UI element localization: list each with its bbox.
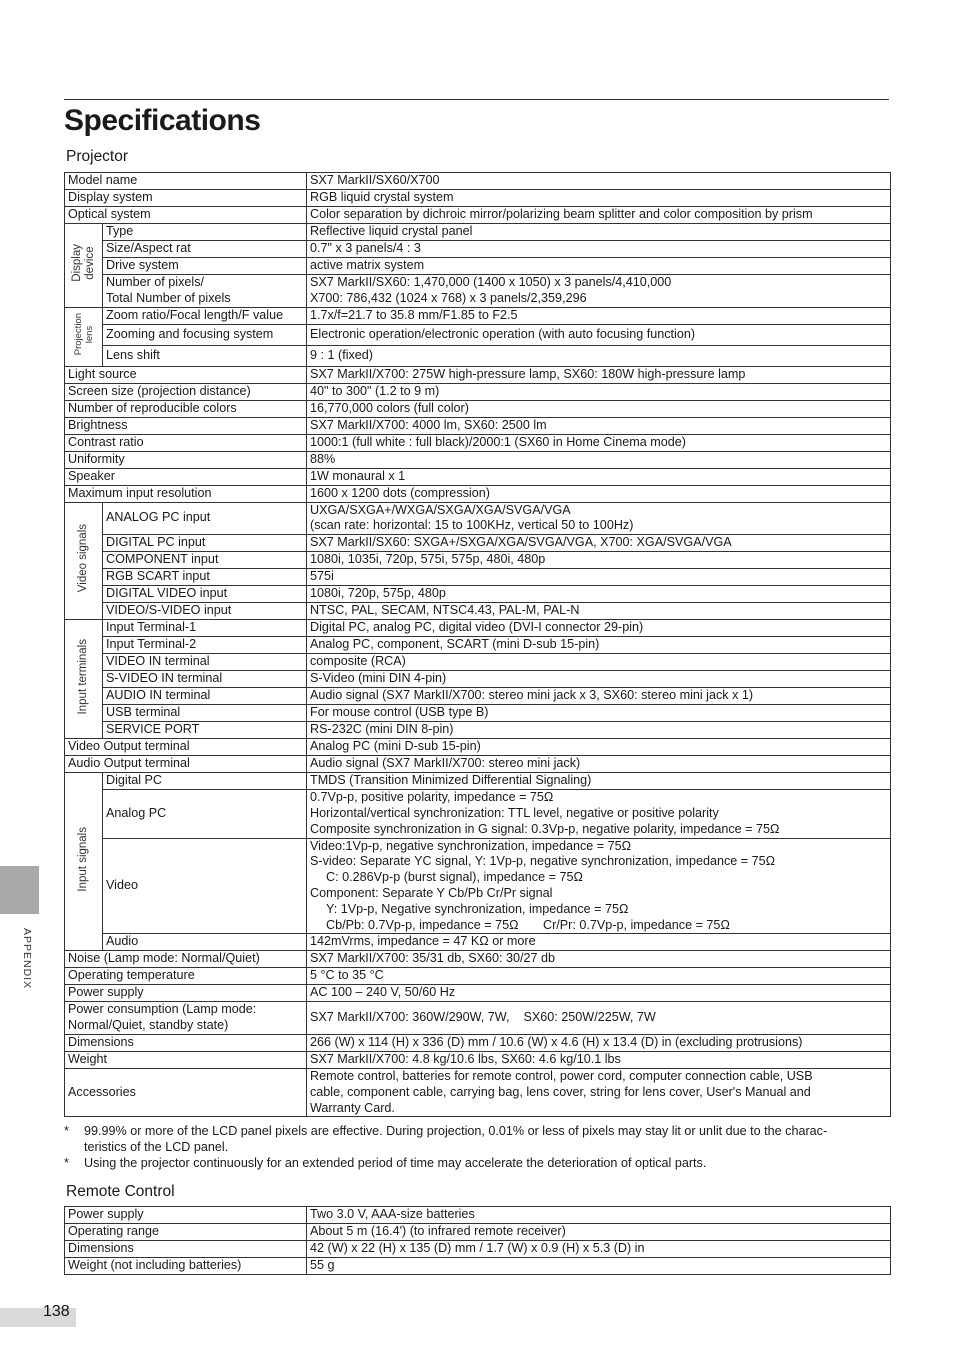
table-row [65, 241, 891, 258]
projector-spec-table [64, 172, 891, 1117]
spec-value: composite (RCA) [307, 654, 891, 671]
table-row [65, 722, 891, 739]
spec-value: SX7 MarkII/X700: 4.8 kg/10.6 lbs, SX60: 4.6 kg/10.1 lbs [307, 1051, 891, 1068]
spec-value: 1W monaural x 1 [307, 468, 891, 485]
appendix-label: APPENDIX [21, 928, 33, 990]
table-row [65, 773, 891, 790]
remote-spec-table [64, 1206, 891, 1275]
table-row [65, 173, 891, 190]
table-row [65, 705, 891, 722]
table-row [65, 1051, 891, 1068]
label-line: Number of pixels/ [106, 275, 204, 289]
spec-label: Uniformity [65, 451, 307, 468]
table-row [65, 985, 891, 1002]
value-line: SX7 MarkII/SX60: 1,470,000 (1400 x 1050) x 3 panels/4,410,000 [310, 275, 672, 289]
spec-value: AC 100 – 240 V, 50/60 Hz [307, 985, 891, 1002]
table-row [65, 838, 891, 934]
spec-label: Speaker [65, 468, 307, 485]
projector-heading: Projector [66, 148, 129, 165]
table-row [65, 968, 891, 985]
spec-value: SX7 MarkII/X700: 275W high-pressure lamp, SX60: 180W high-pressure lamp [307, 366, 891, 383]
group-label-text: Video signals [77, 524, 89, 593]
table-row [65, 324, 891, 345]
spec-label: Noise (Lamp mode: Normal/Quiet) [65, 951, 307, 968]
table-row [65, 637, 891, 654]
spec-value: Reflective liquid crystal panel [307, 224, 891, 241]
spec-value [307, 838, 891, 934]
table-row [65, 468, 891, 485]
spec-label: ANALOG PC input [103, 502, 307, 535]
value-line: X700: 786,432 (1024 x 768) x 3 panels/2,359,296 [310, 290, 587, 305]
spec-value: SX7 MarkII/X700: 4000 lm, SX60: 2500 lm [307, 417, 891, 434]
spec-label: Optical system [65, 207, 307, 224]
spec-value: 55 g [307, 1258, 891, 1275]
spec-value: Digital PC, analog PC, digital video (DVI-I connector 29-pin) [307, 620, 891, 637]
value-line: 0.7Vp-p, positive polarity, impedance = 75Ω [310, 790, 554, 805]
page-number: 138 [43, 1303, 70, 1320]
spec-label: Screen size (projection distance) [65, 383, 307, 400]
spec-label: COMPONENT input [103, 552, 307, 569]
value-line: Cb/Pb: 0.7Vp-p, impedance = 75Ω Cr/Pr: 0.7Vp-p, impedance = 75Ω [326, 917, 730, 932]
group-label-display-device [65, 224, 103, 308]
top-rule [64, 99, 889, 100]
table-row [65, 451, 891, 468]
table-row [65, 671, 891, 688]
spec-label: VIDEO IN terminal [103, 654, 307, 671]
spec-label: USB terminal [103, 705, 307, 722]
table-row [65, 756, 891, 773]
spec-label: Model name [65, 173, 307, 190]
spec-value: Audio signal (SX7 MarkII/X700: stereo mini jack x 3, SX60: stereo mini jack x 1) [307, 688, 891, 705]
page-title: Specifications [64, 104, 261, 137]
spec-value [307, 502, 891, 535]
spec-value: 575i [307, 569, 891, 586]
spec-label: AUDIO IN terminal [103, 688, 307, 705]
table-row [65, 434, 891, 451]
group-label-text [73, 313, 95, 355]
table-row [65, 207, 891, 224]
table-row [65, 951, 891, 968]
spec-value: About 5 m (16.4') (to infrared remote receiver) [307, 1224, 891, 1241]
table-row [65, 586, 891, 603]
value-line: Remote control, batteries for remote control, power cord, computer connection cable, USB [310, 1068, 813, 1083]
spec-value: 266 (W) x 114 (H) x 336 (D) mm / 10.6 (W) x 4.6 (H) x 13.4 (D) in (excluding protrusions) [307, 1034, 891, 1051]
footnote [64, 1156, 890, 1172]
spec-label: Operating temperature [65, 968, 307, 985]
spec-value: 88% [307, 451, 891, 468]
spec-label: Input Terminal-1 [103, 620, 307, 637]
spec-label: SERVICE PORT [103, 722, 307, 739]
spec-value: SX7 MarkII/X700: 35/31 db, SX60: 30/27 db [307, 951, 891, 968]
spec-label: Type [103, 224, 307, 241]
group-label-text: Input terminals [77, 639, 89, 715]
table-row [65, 790, 891, 838]
footnote-mark: * [64, 1124, 69, 1138]
spec-label: DIGITAL PC input [103, 535, 307, 552]
spec-value: RS-232C (mini DIN 8-pin) [307, 722, 891, 739]
table-row [65, 1068, 891, 1116]
spec-label: Weight (not including batteries) [65, 1258, 307, 1275]
spec-value: SX7 MarkII/SX60: SXGA+/SXGA/XGA/SVGA/VGA, X700: XGA/SVGA/VGA [307, 535, 891, 552]
spec-label: Dimensions [65, 1034, 307, 1051]
spec-label: Video [103, 838, 307, 934]
spec-label: Size/Aspect rat [103, 241, 307, 258]
spec-label: Accessories [65, 1068, 307, 1116]
spec-label: Drive system [103, 258, 307, 275]
group-label-line: Display [70, 244, 83, 282]
value-line: Warranty Card. [310, 1100, 395, 1115]
spec-label: S-VIDEO IN terminal [103, 671, 307, 688]
table-row [65, 552, 891, 569]
table-row [65, 688, 891, 705]
spec-label: Contrast ratio [65, 434, 307, 451]
table-row [65, 485, 891, 502]
table-row [65, 258, 891, 275]
group-label-input-signals [65, 773, 103, 951]
table-row [65, 366, 891, 383]
spec-value: 40" to 300" (1.2 to 9 m) [307, 383, 891, 400]
spec-label: Lens shift [103, 345, 307, 366]
spec-value: 1000:1 (full white : full black)/2000:1 (SX60 in Home Cinema mode) [307, 434, 891, 451]
spec-value: SX7 MarkII/SX60/X700 [307, 173, 891, 190]
spec-label: Maximum input resolution [65, 485, 307, 502]
group-label-line: Projection [72, 313, 84, 356]
spec-value: TMDS (Transition Minimized Differential Signaling) [307, 773, 891, 790]
value-line: S-video: Separate YC signal, Y: 1Vp-p, negative synchronization, impedance = 75Ω [310, 854, 776, 869]
label-line: Normal/Quiet, standby state) [68, 1018, 229, 1033]
table-row [65, 1241, 891, 1258]
spec-value [307, 1068, 891, 1116]
table-row [65, 1258, 891, 1275]
spec-label: Light source [65, 366, 307, 383]
spec-value: 1080i, 1035i, 720p, 575i, 575p, 480i, 480p [307, 552, 891, 569]
table-row [65, 934, 891, 951]
spec-value: 142mVrms, impedance = 47 KΩ or more [307, 934, 891, 951]
footnote-line: 99.99% or more of the LCD panel pixels are effective. During projection, 0.01% or less of pixels may stay lit or unlit due to the charac- [84, 1124, 828, 1138]
spec-label: Audio [103, 934, 307, 951]
table-row [65, 535, 891, 552]
group-label-text [71, 244, 97, 282]
table-row [65, 224, 891, 241]
spec-label: Video Output terminal [65, 739, 307, 756]
spec-value [307, 275, 891, 308]
spec-value: For mouse control (USB type B) [307, 705, 891, 722]
label-line: Total Number of pixels [106, 290, 231, 305]
label-line: Power consumption (Lamp mode: [68, 1002, 257, 1017]
value-line: C: 0.286Vp-p (burst signal), impedance = 75Ω [326, 870, 583, 885]
footnote-line: Using the projector continuously for an extended period of time may accelerate the deterioration of optical parts. [84, 1155, 707, 1170]
spec-label [65, 1002, 307, 1035]
spec-label: Display system [65, 190, 307, 207]
spec-label: Analog PC [103, 790, 307, 838]
value-line: Composite synchronization in G signal: 0.3Vp-p, negative polarity, impedance = 75Ω [310, 821, 780, 836]
table-row [65, 400, 891, 417]
table-row [65, 1207, 891, 1224]
footnote-mark: * [64, 1155, 69, 1170]
group-label-input-terminals [65, 620, 103, 739]
table-row [65, 1224, 891, 1241]
table-row [65, 190, 891, 207]
spec-value: NTSC, PAL, SECAM, NTSC4.43, PAL-M, PAL-N [307, 603, 891, 620]
table-row [65, 417, 891, 434]
spec-label: VIDEO/S-VIDEO input [103, 603, 307, 620]
spec-value [307, 790, 891, 838]
spec-value: Two 3.0 V, AAA-size batteries [307, 1207, 891, 1224]
table-row [65, 654, 891, 671]
table-row [65, 502, 891, 535]
spec-value: 16,770,000 colors (full color) [307, 400, 891, 417]
value-line: Y: 1Vp-p, Negative synchronization, impedance = 75Ω [326, 901, 629, 916]
group-label-text: Input signals [77, 827, 89, 892]
group-label-projection-lens [65, 307, 103, 366]
footnote [64, 1124, 890, 1156]
spec-value: 5 °C to 35 °C [307, 968, 891, 985]
value-line: (scan rate: horizontal: 15 to 100KHz, vertical 50 to 100Hz) [310, 518, 634, 533]
spec-label: Audio Output terminal [65, 756, 307, 773]
spec-value: Electronic operation/electronic operation (with auto focusing function) [307, 324, 891, 345]
spec-value: Analog PC, component, SCART (mini D-sub 15-pin) [307, 637, 891, 654]
group-label-line: lens [83, 325, 95, 343]
spec-label: Zoom ratio/Focal length/F value [103, 307, 307, 324]
spec-label: RGB SCART input [103, 569, 307, 586]
spec-label [103, 275, 307, 308]
appendix-tab [0, 866, 39, 914]
footnote-line: teristics of the LCD panel. [84, 1139, 229, 1154]
value-line: Component: Separate Y Cb/Pb Cr/Pr signal [310, 885, 553, 900]
table-row [65, 620, 891, 637]
spec-value: RGB liquid crystal system [307, 190, 891, 207]
spec-value: 9 : 1 (fixed) [307, 345, 891, 366]
table-row [65, 603, 891, 620]
spec-label: Digital PC [103, 773, 307, 790]
spec-value: 0.7" x 3 panels/4 : 3 [307, 241, 891, 258]
spec-label: Power supply [65, 1207, 307, 1224]
spec-value: Audio signal (SX7 MarkII/X700: stereo mini jack) [307, 756, 891, 773]
value-line: cable, component cable, carrying bag, lens cover, string for lens cover, User's Manual and [310, 1084, 811, 1099]
spec-label: Weight [65, 1051, 307, 1068]
table-row [65, 275, 891, 308]
spec-value: Analog PC (mini D-sub 15-pin) [307, 739, 891, 756]
spec-label: DIGITAL VIDEO input [103, 586, 307, 603]
spec-label: Input Terminal-2 [103, 637, 307, 654]
spec-label: Zooming and focusing system [103, 324, 307, 345]
table-row [65, 739, 891, 756]
table-row [65, 569, 891, 586]
table-row [65, 1034, 891, 1051]
spec-label: Number of reproducible colors [65, 400, 307, 417]
spec-label: Power supply [65, 985, 307, 1002]
group-label-line: device [83, 246, 96, 280]
table-row [65, 307, 891, 324]
table-row [65, 345, 891, 366]
spec-value: 42 (W) x 22 (H) x 135 (D) mm / 1.7 (W) x 0.9 (H) x 5.3 (D) in [307, 1241, 891, 1258]
spec-value: 1600 x 1200 dots (compression) [307, 485, 891, 502]
table-row [65, 383, 891, 400]
footnotes [64, 1124, 890, 1171]
spec-label: Brightness [65, 417, 307, 434]
spec-value: Color separation by dichroic mirror/polarizing beam splitter and color composition by prism [307, 207, 891, 224]
spec-label: Operating range [65, 1224, 307, 1241]
remote-heading: Remote Control [66, 1183, 175, 1200]
spec-value: S-Video (mini DIN 4-pin) [307, 671, 891, 688]
spec-label: Dimensions [65, 1241, 307, 1258]
value-line: UXGA/SXGA+/WXGA/SXGA/XGA/SVGA/VGA [310, 502, 571, 517]
value-line: Video:1Vp-p, negative synchronization, impedance = 75Ω [310, 838, 632, 853]
group-label-video-signals [65, 502, 103, 620]
spec-value: SX7 MarkII/X700: 360W/290W, 7W, SX60: 250W/225W, 7W [307, 1002, 891, 1035]
spec-value: 1.7x/f=21.7 to 35.8 mm/F1.85 to F2.5 [307, 307, 891, 324]
table-row [65, 1002, 891, 1035]
spec-value: 1080i, 720p, 575p, 480p [307, 586, 891, 603]
spec-value: active matrix system [307, 258, 891, 275]
value-line: Horizontal/vertical synchronization: TTL level, negative or positive polarity [310, 805, 719, 820]
